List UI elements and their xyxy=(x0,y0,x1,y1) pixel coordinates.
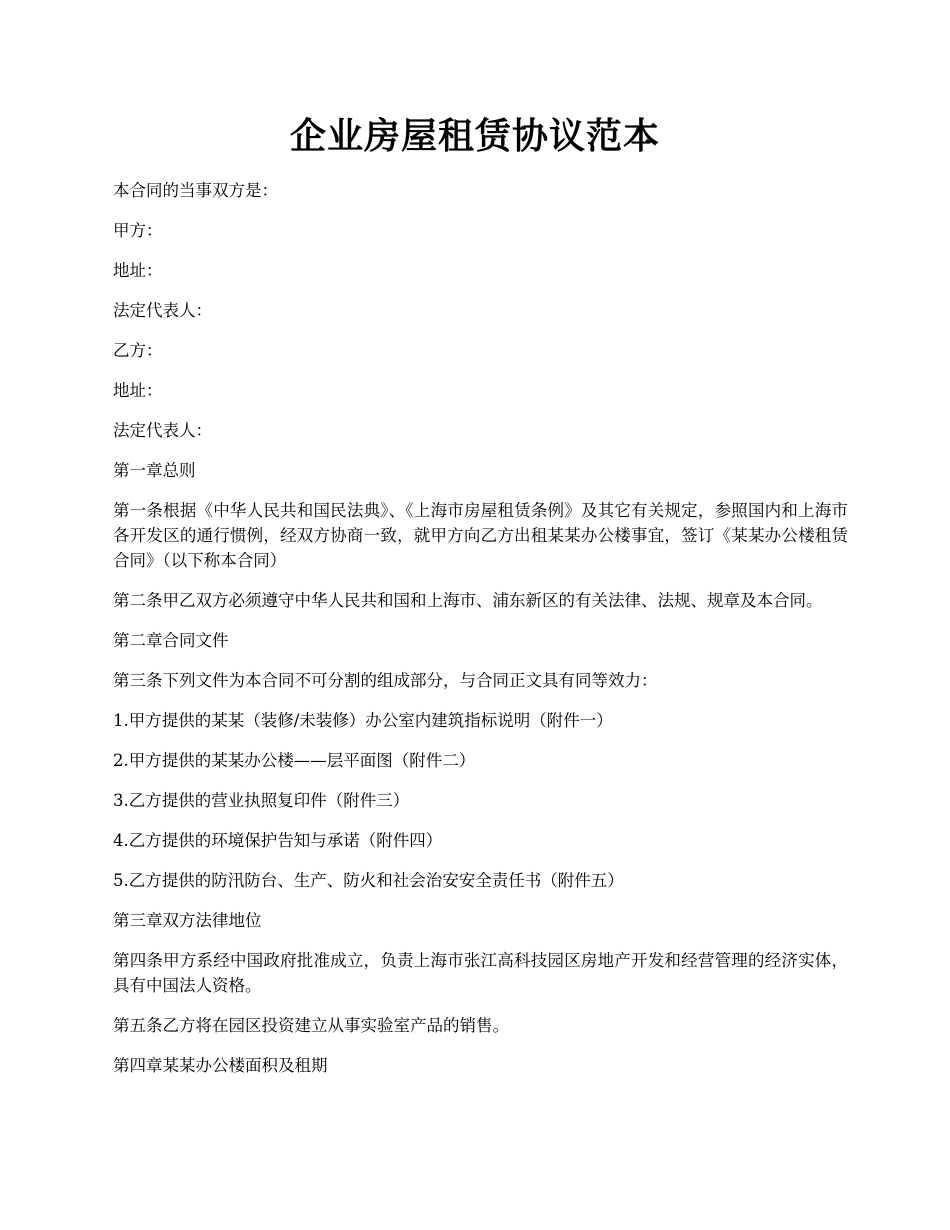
article-paragraph: 第三条下列文件为本合同不可分割的组成部分，与合同正文具有同等效力： xyxy=(113,671,658,690)
attachment-item: 5.乙方提供的防汛防台、生产、防火和社会治安安全责任书（附件五） xyxy=(113,871,624,890)
article-paragraph: 第一条根据《中华人民共和国民法典》、《上海市房屋租赁条例》及其它有关规定，参照国内和上海市各开发区的通行惯例，经双方协商一致，就甲方向乙方出租某某办公楼事宜，签订《某某办公楼租赁合同》（以下称本合同） xyxy=(113,501,848,570)
chapter-heading: 第二章合同文件 xyxy=(113,631,229,650)
article-paragraph: 第四条甲方系经中国政府批准成立，负责上海市张江高科技园区房地产开发和经营管理的经济实体，具有中国法人资格。 xyxy=(113,951,848,995)
document-title: 企业房屋租赁协议范本 xyxy=(289,115,660,157)
party-b-address: 地址： xyxy=(113,381,163,400)
attachment-item: 3.乙方提供的营业执照复印件（附件三） xyxy=(113,791,410,810)
document-body xyxy=(113,178,848,1093)
article-paragraph: 第五条乙方将在园区投资建立从事实验室产品的销售。 xyxy=(113,1016,509,1035)
attachment-item: 2.甲方提供的某某办公楼——层平面图（附件二） xyxy=(113,751,476,770)
chapter-heading: 第一章总则 xyxy=(113,461,196,480)
party-a-representative: 法定代表人： xyxy=(113,301,212,320)
chapter-heading: 第四章某某办公楼面积及租期 xyxy=(113,1056,328,1075)
attachment-item: 4.乙方提供的环境保护告知与承诺（附件四） xyxy=(113,831,443,850)
attachment-item: 1.甲方提供的某某（装修/未装修）办公室内建筑指标说明（附件一） xyxy=(113,711,613,730)
party-a-label: 甲方： xyxy=(113,221,163,240)
party-b-representative: 法定代表人： xyxy=(113,421,212,440)
chapter-heading: 第三章双方法律地位 xyxy=(113,911,262,930)
article-paragraph: 第二条甲乙双方必须遵守中华人民共和国和上海市、浦东新区的有关法律、法规、规章及本合同。 xyxy=(113,591,823,610)
parties-intro: 本合同的当事双方是： xyxy=(113,181,278,200)
party-a-address: 地址： xyxy=(113,261,163,280)
party-b-label: 乙方： xyxy=(113,341,163,360)
